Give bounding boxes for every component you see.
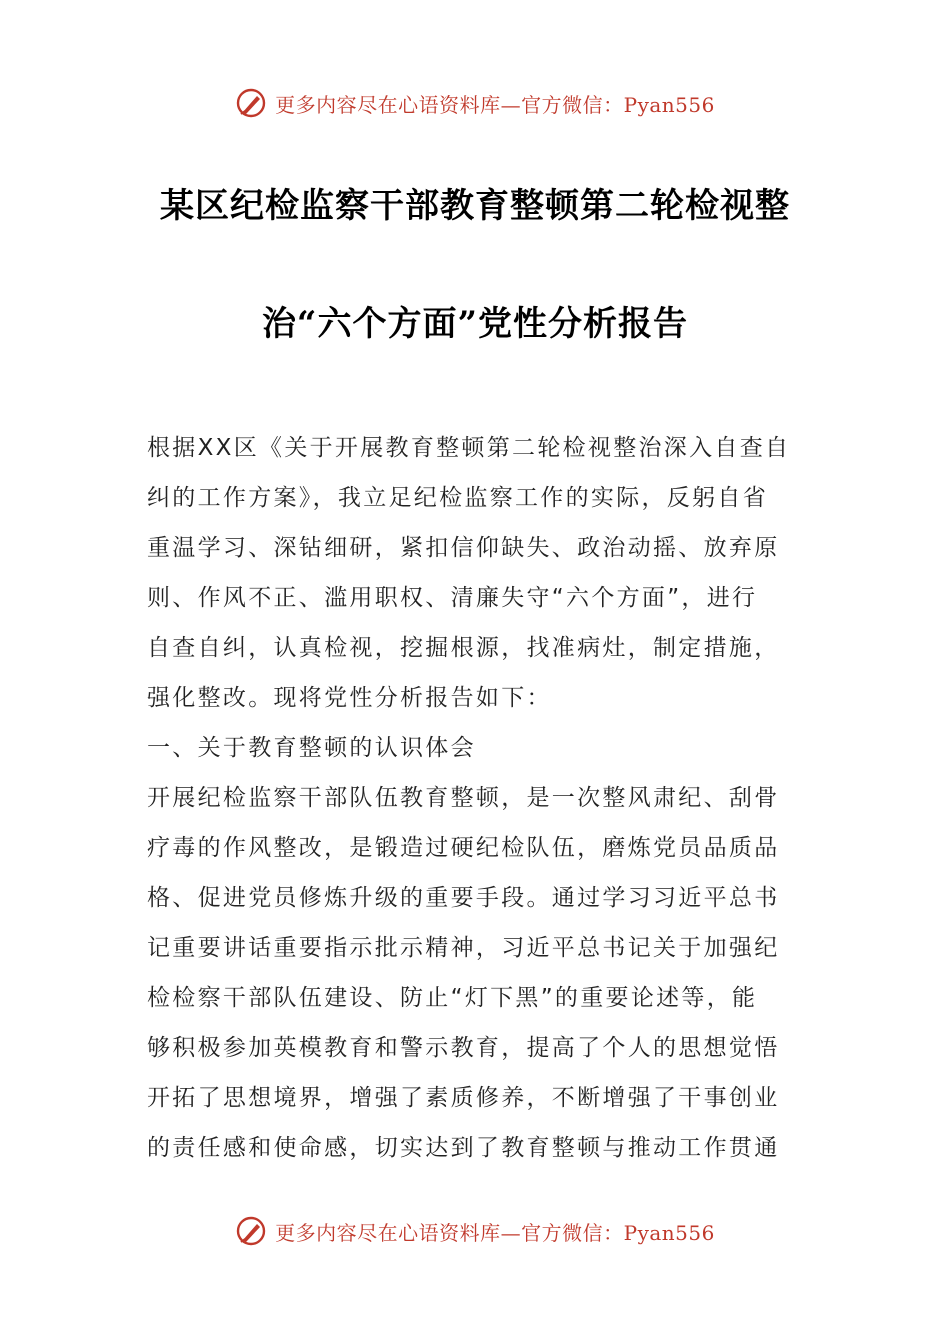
banner-text-top: 更多内容尽在心语资料库—官方微信：Pyan556 — [275, 92, 715, 117]
document-title-line-2: 治“六个方面”党性分析报告 — [261, 304, 689, 344]
section-1-paragraph — [147, 773, 807, 1173]
text-line: 强化整改。现将党性分析报告如下： — [147, 685, 552, 711]
text-line: 够积极参加英模教育和警示教育，提高了个人的思想觉悟 — [147, 1035, 780, 1061]
document-body — [147, 423, 807, 1173]
text-line: 自查自纠，认真检视，挖掘根源，找准病灶，制定措施， — [147, 635, 780, 661]
document-title-line-1: 某区纪检监察干部教育整顿第二轮检视整 — [160, 186, 790, 226]
text-line: 重温学习、深钻细研，紧扣信仰缺失、政治动摇、放弃原 — [147, 535, 780, 561]
banner-text-bottom: 更多内容尽在心语资料库—官方微信：Pyan556 — [275, 1220, 715, 1245]
text-line: 开展纪检监察干部队伍教育整顿，是一次整风肃纪、刮骨 — [147, 785, 780, 811]
text-line: 检检察干部队伍建设、防止“灯下黑”的重要论述等，能 — [147, 985, 758, 1011]
text-line: 格、促进党员修炼升级的重要手段。通过学习习近平总书 — [147, 885, 780, 911]
quill-logo-icon — [235, 87, 267, 119]
text-line: 开拓了思想境界，增强了素质修养，不断增强了干事创业 — [147, 1085, 780, 1111]
watermark-banner-top — [0, 86, 950, 120]
intro-paragraph — [147, 423, 807, 723]
text-line: 疗毒的作风整改，是锻造过硬纪检队伍，磨炼党员品质品 — [147, 835, 780, 861]
text-line: 的责任感和使命感，切实达到了教育整顿与推动工作贯通 — [147, 1135, 780, 1161]
section-heading-1: 一、关于教育整顿的认识体会 — [147, 735, 476, 761]
quill-logo-icon — [235, 1215, 267, 1247]
watermark-banner-bottom — [0, 1214, 950, 1248]
text-line: 纠的工作方案》，我立足纪检监察工作的实际，反躬自省 — [147, 485, 768, 511]
text-line: 则、作风不正、滥用职权、清廉失守“六个方面”，进行 — [147, 585, 758, 611]
text-line: 记重要讲话重要指示批示精神，习近平总书记关于加强纪 — [147, 935, 780, 961]
text-line: 根据XX区《关于开展教育整顿第二轮检视整治深入自查自 — [147, 435, 791, 461]
